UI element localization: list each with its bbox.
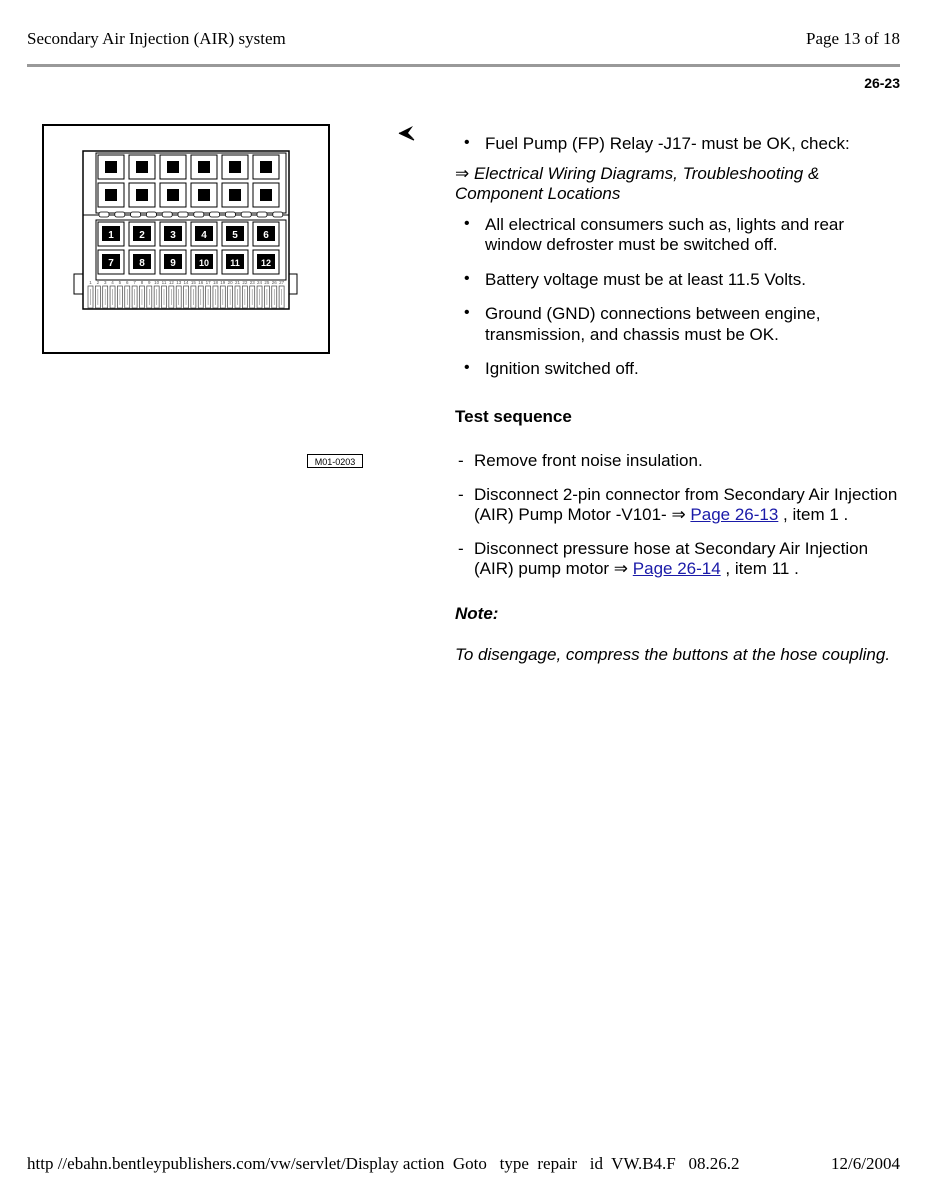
- pin-number: 20: [227, 280, 233, 285]
- relay-panel-illustration: [44, 126, 328, 352]
- socket-clip: [225, 212, 235, 217]
- pin-number: 4: [111, 280, 114, 285]
- relay-position: [160, 250, 186, 274]
- relay-position: [191, 222, 217, 246]
- bullet-text: Ground (GND) connections between engine, transmission, and chassis must be OK.: [485, 304, 821, 344]
- socket-clip: [210, 212, 220, 217]
- relay-position-label: 4: [201, 230, 207, 241]
- relay-socket: [253, 155, 279, 179]
- relay-position-label: 7: [108, 258, 114, 269]
- pin-number: 14: [183, 280, 189, 285]
- bullet-electrical-consumers: [455, 215, 905, 256]
- page-26-13-link[interactable]: Page 26-13: [690, 505, 779, 524]
- relay-socket: [129, 155, 155, 179]
- pin-number: 15: [190, 280, 196, 285]
- note-text: To disengage, compress the buttons at the hose coupling.: [455, 645, 891, 664]
- relay-position-label: 6: [263, 230, 269, 241]
- pin-number: 26: [271, 280, 277, 285]
- step-text: Remove front noise insulation.: [474, 451, 703, 470]
- relay-position-label: 5: [232, 230, 238, 241]
- relay-position-label: 9: [170, 258, 176, 269]
- header-divider: [27, 64, 900, 67]
- relay-position: [98, 222, 124, 246]
- bullet-fuel-pump-relay: [455, 134, 905, 155]
- bullet-text: Battery voltage must be at least 11.5 Volts.: [485, 269, 806, 289]
- relay-socket: [98, 155, 124, 179]
- relay-panel-figure: [42, 124, 356, 467]
- pin-number: 10: [154, 280, 160, 285]
- bullet-text: All electrical consumers such as, lights and rear window defroster must be switched off.: [485, 214, 845, 254]
- relay-socket: [222, 155, 248, 179]
- relay-socket: [253, 183, 279, 207]
- pin-number: 17: [205, 280, 211, 285]
- arrow-pointer-icon: [397, 124, 417, 142]
- pin-number: 13: [176, 280, 182, 285]
- bullet-text: Ignition switched off.: [485, 359, 639, 378]
- pin-number: 19: [220, 280, 226, 285]
- relay-socket: [191, 155, 217, 179]
- pin-number: 23: [249, 280, 255, 285]
- relay-socket: [129, 183, 155, 207]
- pin-number: 7: [133, 280, 136, 285]
- test-sequence-heading: Test sequence: [455, 406, 572, 426]
- relay-position-label: 1: [108, 230, 114, 241]
- relay-position-label: 8: [139, 258, 145, 269]
- bullet-text: Fuel Pump (FP) Relay -J17- must be OK, check:: [485, 134, 850, 153]
- relay-socket: [160, 155, 186, 179]
- socket-clip: [194, 212, 204, 217]
- socket-clip: [115, 212, 125, 217]
- figure-reference-label: M01-0203: [307, 454, 363, 468]
- relay-position-label: 3: [170, 230, 176, 241]
- socket-clip: [257, 212, 267, 217]
- step-text: Disconnect pressure hose at Secondary Air Injection (AIR) pump motor ⇒: [474, 538, 869, 578]
- relay-position-label: 2: [139, 230, 145, 241]
- pin-number: 22: [242, 280, 248, 285]
- pin-number: 24: [257, 280, 263, 285]
- pin-number: 25: [264, 280, 270, 285]
- pin-number: 8: [140, 280, 144, 285]
- bullet-ignition-off: [455, 359, 905, 380]
- header-page-count: Page 13 of 18: [806, 29, 900, 48]
- pin-number: 27: [279, 280, 285, 285]
- relay-position: [129, 250, 155, 274]
- step-text-suffix: , item 11 .: [720, 559, 799, 578]
- step-disconnect-hose: [455, 539, 905, 580]
- relay-position: [253, 250, 279, 274]
- page-26-14-link[interactable]: Page 26-14: [632, 559, 721, 578]
- relay-position: [222, 222, 248, 246]
- relay-socket: [222, 183, 248, 207]
- step-text-suffix: , item 1 .: [778, 505, 849, 524]
- bullet-ground-connections: [455, 304, 905, 345]
- socket-clip: [99, 212, 109, 217]
- pin-number: 21: [234, 280, 241, 285]
- pin-number: 11: [161, 280, 167, 285]
- reference-text: Electrical Wiring Diagrams, Troubleshooting & Component Locations: [455, 163, 820, 203]
- socket-clip: [162, 212, 172, 217]
- relay-position: [253, 222, 279, 246]
- pin-number: 12: [168, 280, 174, 285]
- procedure-content: [455, 134, 905, 666]
- socket-clip: [131, 212, 141, 217]
- pin-number: 5: [118, 280, 122, 285]
- pin-number: 2: [96, 280, 100, 285]
- relay-socket: [98, 183, 124, 207]
- page-number: 26-23: [864, 75, 900, 91]
- note-heading: Note:: [455, 603, 499, 623]
- relay-position: [191, 250, 217, 274]
- socket-clip: [178, 212, 188, 217]
- relay-socket: [191, 183, 217, 207]
- bullet-battery-voltage: [455, 270, 905, 291]
- socket-clip: [146, 212, 156, 217]
- step-disconnect-connector: [455, 485, 905, 526]
- relay-position: [160, 222, 186, 246]
- relay-position: [98, 250, 124, 274]
- pin-number: 18: [212, 280, 218, 285]
- step-remove-insulation: [455, 451, 905, 472]
- footer-date: 12/6/2004: [831, 1154, 900, 1173]
- step-text: Disconnect 2-pin connector from Secondary Air Injection (AIR) Pump Motor -V101- ⇒: [474, 484, 898, 524]
- pin-number: 3: [103, 280, 107, 285]
- relay-position-label: 10: [198, 258, 210, 268]
- pin-number: 1: [89, 280, 92, 285]
- wiring-diagram-reference: [455, 164, 905, 205]
- pin-number: 6: [125, 280, 129, 285]
- relay-position-label: 11: [230, 258, 240, 268]
- relay-position-label: 12: [260, 258, 272, 268]
- socket-clip: [273, 212, 283, 217]
- socket-clip: [241, 212, 251, 217]
- relay-socket: [160, 183, 186, 207]
- relay-position: [129, 222, 155, 246]
- header-title: Secondary Air Injection (AIR) system: [27, 29, 286, 48]
- footer-url: http //ebahn.bentleypublishers.com/vw/servlet/Display action Goto type repair id VW.B4.F 08.26.2: [27, 1154, 740, 1173]
- pin-number: 9: [148, 280, 151, 285]
- pin-number: 16: [198, 280, 204, 285]
- reference-arrow-icon: ⇒: [455, 163, 470, 183]
- relay-position: [222, 250, 248, 274]
